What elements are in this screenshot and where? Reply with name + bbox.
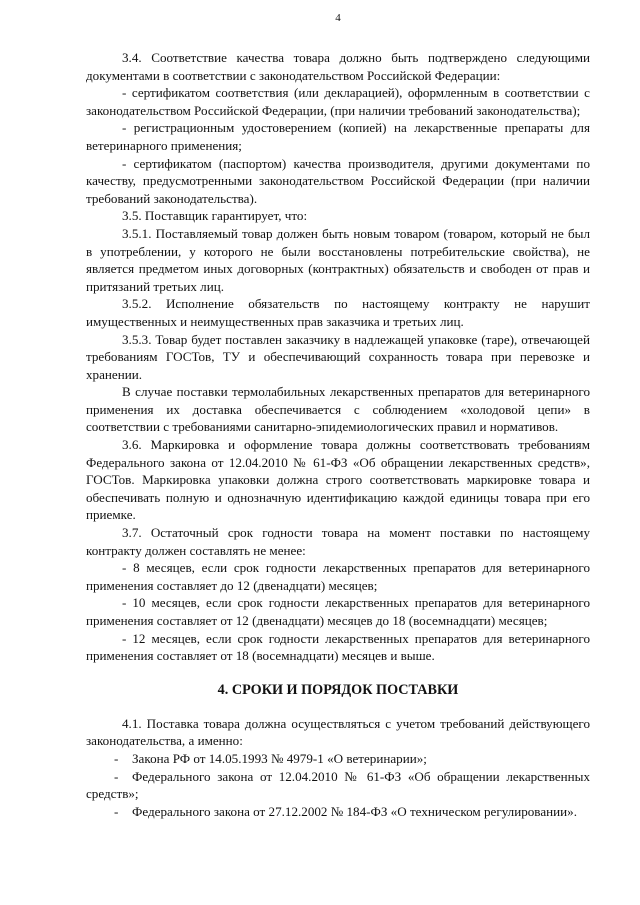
paragraph-3-5-2: 3.5.2. Исполнение обязательств по настоящему контракту не нарушит имущественных и неимущественных прав заказчика и третьих лиц. [86, 296, 590, 329]
paragraph-3-5-3: 3.5.3. Товар будет поставлен заказчику в надлежащей упаковке (таре), отвечающей требованиям ГОСТов, ТУ и обеспечивающий сохранность товара при перевозке и хранении. [86, 331, 590, 382]
paragraph-3-4: 3.4. Соответствие качества товара должно быть подтверждено следующими документами в соответствии с законодательством Российской Федерации: [86, 50, 590, 83]
list-dash: - [114, 768, 119, 784]
paragraph-3-5-1: 3.5.1. Поставляемый товар должен быть новым товаром (товаром, который не был в употреблении, у которого не были восстановлены потребительские свойства), не является предметом иных договорных (контрактных) обязательств и свободен от прав и притязаний третьих лиц. [86, 225, 590, 294]
law-item [86, 750, 590, 768]
paragraph-shelf-life-10: - 10 месяцев, если срок годности лекарственных препаратов для ветеринарного применения составляет от 12 (двенадцати) месяцев до 18 (восемнадцати) месяцев; [86, 595, 590, 628]
paragraph-3-7: 3.7. Остаточный срок годности товара на момент поставки по настоящему контракту должен составлять не менее: [86, 525, 590, 558]
law-item [86, 768, 590, 803]
law-text: Федерального закона от 27.12.2002 № 184-ФЗ «О техническом регулировании». [132, 803, 577, 819]
paragraph-4-1: 4.1. Поставка товара должна осуществляться с учетом требований действующего законодательства, а именно: [86, 715, 590, 749]
paragraph-shelf-life-12: - 12 месяцев, если срок годности лекарственных препаратов для ветеринарного применения составляет от 18 (восемнадцати) месяцев и выше. [86, 630, 590, 664]
document-page [86, 0, 590, 905]
paragraph-shelf-life-8: - 8 месяцев, если срок годности лекарственных препаратов для ветеринарного применения составляет до 12 (двенадцати) месяцев; [86, 560, 590, 593]
paragraph-3-6: 3.6. Маркировка и оформление товара должны соответствовать требованиям Федерального закона от 12.04.2010 № 61-ФЗ «Об обращении лекарственных средств», ГОСТов. Маркировка упаковки должна строго соответствовать маркировке товара и обеспечивать полную и однозначную идентификацию каждой единицы товара при его приемке. [86, 437, 590, 523]
paragraph-registration-certificate: - регистрационным удостоверением (копией) на лекарственные препараты для ветеринарного применения; [86, 120, 590, 153]
section-heading: 4. СРОКИ И ПОРЯДОК ПОСТАВКИ [217, 681, 459, 698]
list-dash: - [114, 750, 119, 766]
paragraph-3-5: 3.5. Поставщик гарантирует, что: [122, 208, 308, 224]
list-dash: - [114, 803, 119, 819]
paragraph-certificate-conformity: - сертификатом соответствия (или декларацией), оформленным в соответствии с законодательством Российской Федерации, (при наличии требований законодательства); [86, 85, 590, 118]
paragraph-cold-chain: В случае поставки термолабильных лекарственных препаратов для ветеринарного применения их доставка обеспечивается с соблюдением «холодовой цепи» в соответствии с требованиями санитарно-эпидемиологических правил и нормативов. [86, 384, 590, 435]
paragraph-quality-certificate: - сертификатом (паспортом) качества производителя, другими документами по качеству, предусмотренными законодательством Российской Федерации (при наличии требований законодательства). [86, 155, 590, 206]
law-item [86, 803, 590, 821]
law-text: Закона РФ от 14.05.1993 № 4979-1 «О ветеринарии»; [132, 750, 427, 766]
page-number: 4 [335, 12, 341, 24]
law-text: Федерального закона от 12.04.2010 № 61-ФЗ «Об обращении лекарственных средств»; [86, 768, 590, 802]
document-body [86, 49, 590, 820]
